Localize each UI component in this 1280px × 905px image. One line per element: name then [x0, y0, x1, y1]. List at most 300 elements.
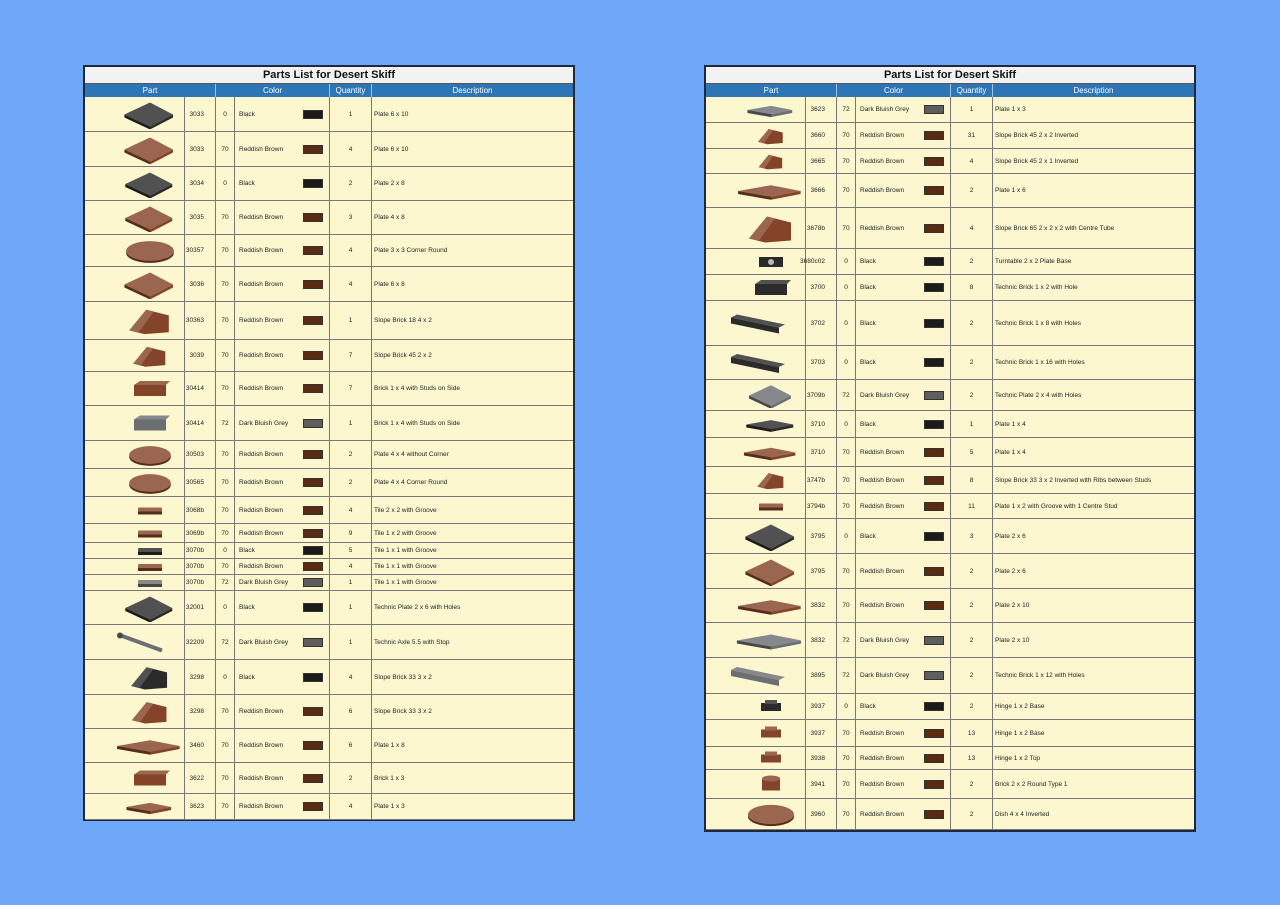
long-plate-icon: [706, 589, 806, 622]
description: Slope Brick 65 2 x 2 x 2 with Centre Tube: [995, 224, 1115, 232]
color-name: Dark Bluish Grey: [239, 638, 289, 646]
part-number: 3623: [806, 97, 837, 122]
brick-icon: [85, 372, 185, 405]
hinge-icon: [706, 694, 806, 719]
plate-icon: [85, 201, 185, 234]
turntable-icon: [706, 249, 806, 274]
color-name: Reddish Brown: [239, 451, 284, 458]
color-name: Black: [860, 319, 876, 327]
plate-icon: [85, 591, 185, 624]
color-id: 70: [216, 524, 235, 542]
table-row: [85, 763, 573, 794]
table-row: [85, 625, 573, 660]
color-id: 70: [216, 372, 235, 405]
color-cell: [235, 625, 330, 659]
part-number: 3070b: [185, 575, 216, 590]
description: Plate 1 x 6: [995, 187, 1026, 194]
color-id: 70: [837, 494, 856, 518]
part-number: 3298: [185, 695, 216, 728]
color-swatch: [924, 502, 944, 511]
quantity: 7: [330, 340, 372, 371]
round-plate-icon: [85, 469, 185, 496]
quantity: 1: [330, 406, 372, 440]
plate-icon: [85, 132, 185, 166]
part-number: 30565: [185, 469, 216, 496]
color-id: 0: [837, 519, 856, 553]
color-swatch: [303, 741, 323, 750]
color-id: 70: [216, 497, 235, 523]
table-row: [706, 770, 1194, 799]
part-number: 3747b: [806, 467, 837, 493]
parts-table: [85, 97, 573, 820]
color-name: Reddish Brown: [239, 479, 284, 486]
quantity: 3: [330, 201, 372, 234]
quantity: 5: [330, 543, 372, 558]
color-id: 70: [216, 132, 235, 166]
quantity: 1: [330, 575, 372, 590]
color-id: 0: [837, 249, 856, 274]
color-swatch: [924, 157, 944, 166]
color-swatch: [924, 283, 944, 292]
table-row: [85, 441, 573, 469]
color-swatch: [924, 257, 944, 266]
color-id: 70: [216, 469, 235, 496]
color-swatch: [924, 810, 944, 819]
header-color: Color: [216, 84, 330, 97]
color-swatch: [924, 448, 944, 457]
color-cell: [235, 695, 330, 728]
header-description: Description: [1073, 86, 1114, 95]
color-cell: [856, 249, 951, 274]
part-number: 3069b: [185, 524, 216, 542]
color-id: 70: [216, 201, 235, 234]
table-row: [706, 467, 1194, 494]
color-swatch: [303, 774, 323, 783]
description: Brick 1 x 3: [374, 774, 405, 782]
color-cell: [856, 123, 951, 148]
table-row: [706, 208, 1194, 249]
color-cell: [856, 208, 951, 248]
description: Plate 3 x 3 Corner Round: [374, 247, 448, 254]
color-cell: [235, 132, 330, 166]
color-cell: [235, 575, 330, 590]
long-plate-icon: [706, 411, 806, 437]
part-number: 3710: [806, 438, 837, 466]
round-brick-icon: [706, 770, 806, 798]
color-id: 0: [216, 167, 235, 200]
part-number: 3660: [806, 123, 837, 148]
color-name: Reddish Brown: [860, 502, 905, 510]
description: Plate 2 x 6: [995, 532, 1026, 540]
quantity: 2: [951, 380, 993, 410]
color-id: 70: [216, 441, 235, 468]
part-number: 3700: [806, 275, 837, 300]
plate-icon: [706, 380, 806, 410]
table-row: [706, 720, 1194, 747]
color-id: 70: [216, 235, 235, 266]
long-plate-icon: [706, 438, 806, 466]
table-row: [706, 149, 1194, 174]
table-row: [706, 123, 1194, 149]
part-number: 3460: [185, 729, 216, 762]
color-name: Reddish Brown: [239, 145, 284, 153]
table-row: [85, 575, 573, 591]
color-id: 70: [837, 438, 856, 466]
table-row: [85, 524, 573, 543]
slope-icon: [85, 302, 185, 339]
color-name: Reddish Brown: [239, 563, 284, 570]
table-row: [85, 97, 573, 132]
quantity: 1: [330, 302, 372, 339]
quantity: 4: [330, 132, 372, 166]
header-color: Color: [837, 84, 951, 97]
color-name: Black: [239, 547, 255, 554]
part-number: 3070b: [185, 543, 216, 558]
quantity: 2: [951, 770, 993, 798]
part-number: 3832: [806, 589, 837, 622]
quantity: 1: [951, 411, 993, 437]
color-name: Reddish Brown: [239, 317, 284, 324]
plate-icon: [85, 167, 185, 200]
color-swatch: [303, 562, 323, 571]
color-name: Black: [239, 180, 255, 187]
color-cell: [235, 524, 330, 542]
color-cell: [856, 770, 951, 798]
color-id: 72: [216, 575, 235, 590]
color-swatch: [303, 145, 323, 154]
quantity: 2: [330, 167, 372, 200]
part-number: 3938: [806, 747, 837, 769]
part-number: 3794b: [806, 494, 837, 518]
color-id: 72: [837, 97, 856, 122]
long-plate-icon: [706, 623, 806, 657]
color-cell: [856, 589, 951, 622]
plate-icon: [85, 97, 185, 131]
color-id: 72: [837, 658, 856, 693]
color-swatch: [924, 420, 944, 429]
round-plate-icon: [85, 235, 185, 266]
parts-list-left: [83, 65, 575, 821]
color-id: 70: [216, 559, 235, 574]
color-cell: [856, 346, 951, 379]
parts-table: [706, 97, 1194, 830]
color-id: 70: [216, 729, 235, 762]
quantity: 2: [951, 554, 993, 588]
color-swatch: [924, 476, 944, 485]
technic-beam-icon: [706, 301, 806, 345]
color-swatch: [303, 802, 323, 811]
color-swatch: [303, 673, 323, 682]
part-number: 3937: [806, 694, 837, 719]
color-id: 0: [837, 411, 856, 437]
color-name: Dark Bluish Grey: [860, 106, 910, 113]
color-id: 70: [216, 763, 235, 793]
part-number: 32209: [185, 625, 216, 659]
description: Hinge 1 x 2 Base: [995, 729, 1045, 737]
color-name: Black: [860, 703, 876, 710]
color-swatch: [303, 603, 323, 612]
color-cell: [235, 441, 330, 468]
quantity: 4: [330, 267, 372, 301]
color-cell: [856, 149, 951, 173]
quantity: 13: [951, 720, 993, 746]
color-cell: [235, 340, 330, 371]
color-name: Reddish Brown: [239, 506, 284, 514]
description: Brick 2 x 2 Round Type 1: [995, 780, 1068, 788]
table-row: [85, 340, 573, 372]
color-swatch: [924, 729, 944, 738]
table-row: [85, 729, 573, 763]
color-swatch: [303, 110, 323, 119]
color-swatch: [924, 532, 944, 541]
color-swatch: [303, 478, 323, 487]
table-row: [85, 406, 573, 441]
color-id: 0: [216, 543, 235, 558]
part-number: 30357: [185, 235, 216, 266]
slope-icon: [706, 149, 806, 173]
table-row: [706, 346, 1194, 380]
color-name: Dark Bluish Grey: [239, 419, 289, 427]
color-id: 70: [837, 589, 856, 622]
color-name: Reddish Brown: [860, 729, 905, 737]
color-name: Reddish Brown: [239, 352, 284, 359]
description: Technic Brick 1 x 2 with Hole: [995, 284, 1078, 291]
slope-icon: [85, 695, 185, 728]
description: Technic Brick 1 x 8 with Holes: [995, 319, 1081, 327]
table-row: [85, 591, 573, 625]
color-id: 72: [216, 406, 235, 440]
color-name: Black: [239, 110, 255, 118]
header-part: Part: [85, 84, 216, 97]
color-id: 0: [216, 97, 235, 131]
long-plate-icon: [85, 729, 185, 762]
color-name: Reddish Brown: [239, 385, 284, 392]
part-number: 30414: [185, 406, 216, 440]
color-id: 72: [837, 380, 856, 410]
color-name: Reddish Brown: [239, 742, 284, 749]
part-number: 3036: [185, 267, 216, 301]
color-name: Reddish Brown: [860, 448, 905, 456]
color-name: Reddish Brown: [860, 567, 905, 575]
description: Brick 1 x 4 with Studs on Side: [374, 419, 460, 427]
description: Slope Brick 45 2 x 1 Inverted: [995, 157, 1079, 165]
color-swatch: [924, 131, 944, 140]
color-name: Black: [860, 359, 876, 366]
color-swatch: [924, 702, 944, 711]
color-cell: [856, 438, 951, 466]
color-cell: [856, 720, 951, 746]
description: Technic Plate 2 x 4 with Holes: [995, 391, 1082, 399]
table-header: [85, 84, 573, 97]
part-number: 3034: [185, 167, 216, 200]
tile-icon: [706, 494, 806, 518]
color-id: 70: [216, 302, 235, 339]
brick-icon: [85, 763, 185, 793]
color-swatch: [924, 105, 944, 114]
quantity: 4: [330, 559, 372, 574]
color-id: 0: [837, 694, 856, 719]
part-number: 3895: [806, 658, 837, 693]
color-cell: [235, 763, 330, 793]
page-title: Parts List for Desert Skiff: [85, 67, 573, 84]
color-swatch: [924, 224, 944, 233]
table-header: [706, 84, 1194, 97]
quantity: 1: [951, 97, 993, 122]
tile-icon: [85, 575, 185, 590]
part-number: 3666: [806, 174, 837, 207]
description: Plate 4 x 4 without Corner: [374, 451, 449, 458]
page-title: Parts List for Desert Skiff: [706, 67, 1194, 84]
color-id: 70: [837, 720, 856, 746]
color-name: Reddish Brown: [860, 780, 905, 788]
color-swatch: [924, 780, 944, 789]
color-cell: [856, 694, 951, 719]
table-row: [706, 249, 1194, 275]
header-part: Part: [706, 84, 837, 97]
description: Plate 1 x 4: [995, 448, 1026, 456]
table-row: [706, 554, 1194, 589]
quantity: 2: [951, 589, 993, 622]
table-row: [85, 132, 573, 167]
color-name: Black: [239, 673, 255, 681]
description: Slope Brick 33 3 x 2: [374, 708, 432, 715]
color-id: 70: [837, 123, 856, 148]
table-row: [85, 695, 573, 729]
slope-icon: [706, 467, 806, 493]
part-number: 3710: [806, 411, 837, 437]
color-cell: [235, 372, 330, 405]
color-swatch: [924, 391, 944, 400]
color-cell: [235, 302, 330, 339]
color-name: Dark Bluish Grey: [860, 391, 910, 399]
color-cell: [235, 267, 330, 301]
part-number: 3070b: [185, 559, 216, 574]
quantity: 2: [330, 763, 372, 793]
quantity: 1: [330, 591, 372, 624]
color-swatch: [303, 280, 323, 289]
color-swatch: [924, 358, 944, 367]
color-cell: [856, 97, 951, 122]
color-cell: [235, 794, 330, 819]
color-cell: [856, 554, 951, 588]
color-cell: [856, 380, 951, 410]
color-id: 70: [837, 554, 856, 588]
color-cell: [856, 275, 951, 300]
quantity: 4: [330, 794, 372, 819]
quantity: 2: [951, 301, 993, 345]
quantity: 1: [330, 625, 372, 659]
color-id: 72: [837, 623, 856, 657]
description: Turntable 2 x 2 Plate Base: [995, 258, 1072, 265]
part-number: 3622: [185, 763, 216, 793]
quantity: 11: [951, 494, 993, 518]
description: Technic Brick 1 x 12 with Holes: [995, 672, 1085, 679]
part-number: 3035: [185, 201, 216, 234]
brick-icon: [85, 406, 185, 440]
technic-beam-icon: [706, 658, 806, 693]
color-swatch: [924, 319, 944, 328]
color-name: Reddish Brown: [239, 774, 284, 782]
description: Plate 1 x 3: [374, 803, 405, 810]
part-number: 30503: [185, 441, 216, 468]
description: Tile 2 x 2 with Groove: [374, 506, 437, 514]
color-swatch: [924, 567, 944, 576]
plate-icon: [85, 267, 185, 301]
table-row: [706, 301, 1194, 346]
color-name: Dark Bluish Grey: [860, 636, 910, 644]
quantity: 2: [951, 174, 993, 207]
color-name: Reddish Brown: [860, 810, 905, 818]
table-row: [706, 275, 1194, 301]
description: Tile 1 x 2 with Groove: [374, 529, 437, 537]
part-number: 30414: [185, 372, 216, 405]
table-row: [706, 380, 1194, 411]
part-number: 3298: [185, 660, 216, 694]
color-name: Reddish Brown: [860, 157, 905, 165]
table-row: [85, 794, 573, 820]
part-number: 3665: [806, 149, 837, 173]
description: Technic Axle 5.5 with Stop: [374, 638, 450, 646]
color-name: Black: [860, 258, 876, 265]
color-id: 70: [837, 174, 856, 207]
part-number: 3960: [806, 799, 837, 829]
description: Slope Brick 45 2 x 2: [374, 352, 432, 359]
description: Plate 1 x 8: [374, 742, 405, 749]
quantity: 5: [951, 438, 993, 466]
quantity: 9: [330, 524, 372, 542]
table-row: [85, 559, 573, 575]
quantity: 4: [330, 497, 372, 523]
color-name: Dark Bluish Grey: [860, 672, 910, 679]
color-id: 70: [837, 467, 856, 493]
color-swatch: [303, 638, 323, 647]
plate-icon: [706, 519, 806, 553]
color-id: 0: [216, 591, 235, 624]
color-cell: [235, 543, 330, 558]
part-number: 3623: [185, 794, 216, 819]
color-cell: [235, 469, 330, 496]
color-swatch: [303, 384, 323, 393]
description: Slope Brick 18 4 x 2: [374, 317, 432, 324]
color-name: Black: [860, 420, 876, 428]
table-row: [706, 519, 1194, 554]
color-name: Reddish Brown: [860, 602, 905, 609]
part-number: 3033: [185, 97, 216, 131]
color-swatch: [924, 671, 944, 680]
quantity: 13: [951, 747, 993, 769]
color-cell: [235, 559, 330, 574]
description: Tile 1 x 1 with Groove: [374, 563, 437, 570]
description: Slope Brick 33 3 x 2 Inverted with Ribs between Studs: [995, 476, 1152, 484]
table-row: [85, 372, 573, 406]
brick-icon: [706, 275, 806, 300]
part-number: 3068b: [185, 497, 216, 523]
part-number: 3941: [806, 770, 837, 798]
round-plate-icon: [85, 441, 185, 468]
quantity: 8: [951, 467, 993, 493]
color-id: 70: [216, 340, 235, 371]
color-swatch: [303, 351, 323, 360]
color-id: 70: [837, 799, 856, 829]
color-swatch: [303, 578, 323, 587]
color-id: 70: [837, 208, 856, 248]
table-row: [85, 167, 573, 201]
color-name: Reddish Brown: [239, 247, 284, 254]
table-row: [706, 97, 1194, 123]
table-row: [85, 302, 573, 340]
table-row: [85, 660, 573, 695]
color-cell: [235, 729, 330, 762]
